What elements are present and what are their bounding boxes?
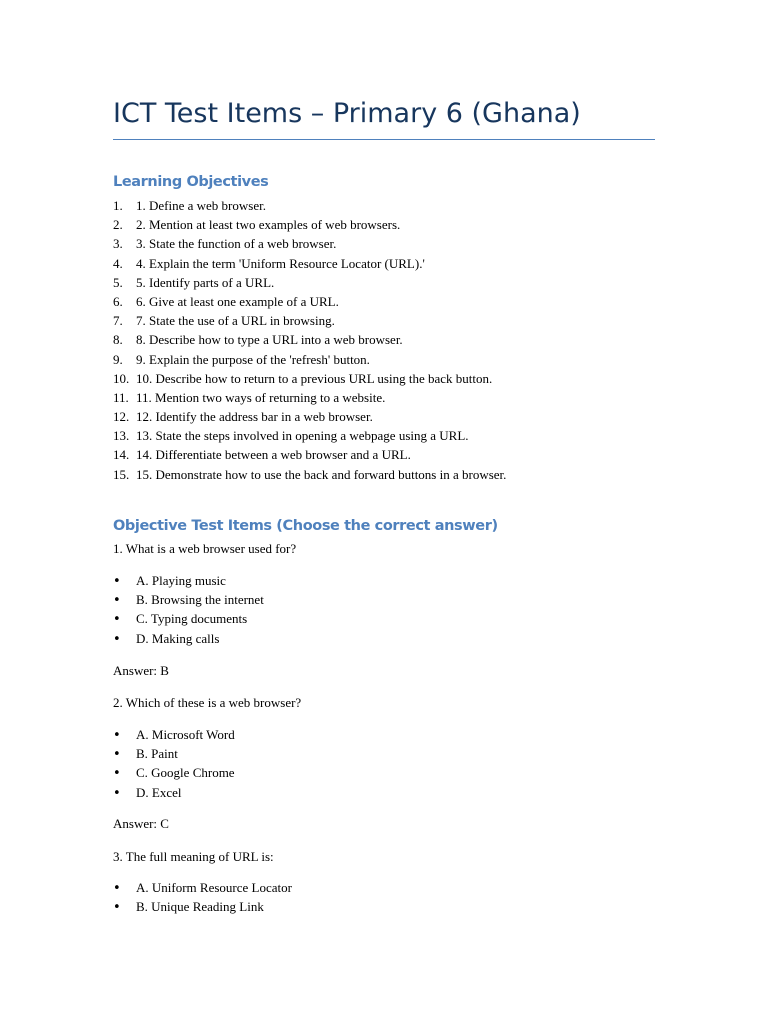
list-item-text: 1. Define a web browser. <box>136 198 266 213</box>
bullet-icon: • <box>113 900 121 916</box>
list-item-text: 12. Identify the address bar in a web browser. <box>136 409 373 425</box>
bullet-icon: • <box>113 785 121 801</box>
bullet-icon: • <box>113 574 121 589</box>
list-item <box>113 445 506 464</box>
list-number: 5. <box>113 274 123 290</box>
bullet-icon: • <box>113 612 121 628</box>
list-item-text: 13. State the steps involved in opening a webpage using a URL. <box>136 428 469 444</box>
list-item-text: 8. Describe how to type a URL into a web browser. <box>136 332 403 348</box>
list-item <box>113 465 506 484</box>
option-text: B. Paint <box>136 746 178 762</box>
option-item <box>113 571 264 590</box>
list-item <box>113 254 506 273</box>
list-number: 8. <box>113 332 123 348</box>
list-number: 12. <box>113 409 130 425</box>
option-text: D. Excel <box>136 784 182 800</box>
list-number: 6. <box>113 293 123 309</box>
list-item-text: 10. Describe how to return to a previous URL using the back button. <box>136 370 493 386</box>
list-item <box>113 215 506 234</box>
list-number: 14. <box>113 447 130 463</box>
list-number: 15. <box>113 466 130 482</box>
option-item <box>113 783 235 802</box>
list-item <box>113 350 506 369</box>
option-text: B. Browsing the internet <box>136 592 264 608</box>
option-item <box>113 763 235 782</box>
list-number: 7. <box>113 313 123 329</box>
bullet-icon: • <box>113 593 121 609</box>
bullet-icon: • <box>113 631 121 647</box>
option-item <box>113 590 264 609</box>
list-item <box>113 196 506 215</box>
objective-test-heading: Objective Test Items (Choose the correct answer) <box>113 518 498 534</box>
question-1-options <box>113 571 264 648</box>
list-item-text: 5. Identify parts of a URL. <box>136 274 275 290</box>
question-1-answer: Answer: B <box>113 663 169 678</box>
question-2-options <box>113 725 235 802</box>
option-text: A. Uniform Resource Locator <box>136 880 292 895</box>
list-item-text: 4. Explain the term 'Uniform Resource Locator (URL).' <box>136 255 425 271</box>
list-number: 9. <box>113 351 123 367</box>
list-item <box>113 426 506 445</box>
question-2-answer: Answer: C <box>113 816 169 831</box>
list-item <box>113 330 506 349</box>
list-number: 11. <box>113 389 129 405</box>
option-item <box>113 744 235 763</box>
list-item <box>113 311 506 330</box>
question-3-text: 3. The full meaning of URL is: <box>113 849 274 864</box>
option-text: A. Playing music <box>136 573 226 588</box>
list-item-text: 3. State the function of a web browser. <box>136 236 337 252</box>
list-item <box>113 292 506 311</box>
option-item <box>113 629 264 648</box>
option-item <box>113 878 292 897</box>
list-number: 2. <box>113 217 123 233</box>
bullet-icon: • <box>113 766 121 782</box>
question-2-text: 2. Which of these is a web browser? <box>113 695 302 710</box>
list-item-text: 2. Mention at least two examples of web browsers. <box>136 217 401 233</box>
list-item-text: 15. Demonstrate how to use the back and forward buttons in a browser. <box>136 466 507 482</box>
list-number: 13. <box>113 428 130 444</box>
question-1-text: 1. What is a web browser used for? <box>113 541 297 556</box>
list-item <box>113 273 506 292</box>
bullet-icon: • <box>113 881 121 896</box>
question-3-options <box>113 878 292 916</box>
option-item <box>113 609 264 628</box>
list-item-text: 9. Explain the purpose of the 'refresh' button. <box>136 351 370 367</box>
list-number: 4. <box>113 255 123 271</box>
option-item <box>113 725 235 744</box>
learning-objectives-list <box>113 196 506 484</box>
title-underline <box>113 139 655 140</box>
option-text: A. Microsoft Word <box>136 727 235 742</box>
option-text: C. Google Chrome <box>136 765 235 781</box>
list-item <box>113 369 506 388</box>
list-item <box>113 234 506 253</box>
list-item-text: 6. Give at least one example of a URL. <box>136 293 339 309</box>
option-text: D. Making calls <box>136 630 220 646</box>
option-item <box>113 897 292 916</box>
bullet-icon: • <box>113 728 121 743</box>
list-item <box>113 388 506 407</box>
document-title: ICT Test Items – Primary 6 (Ghana) <box>113 98 581 129</box>
list-number: 3. <box>113 236 123 252</box>
option-text: B. Unique Reading Link <box>136 899 264 915</box>
learning-objectives-heading: Learning Objectives <box>113 174 269 190</box>
list-number: 1. <box>113 198 123 213</box>
list-item <box>113 407 506 426</box>
bullet-icon: • <box>113 747 121 763</box>
list-item-text: 11. Mention two ways of returning to a website. <box>136 389 386 405</box>
list-number: 10. <box>113 370 130 386</box>
option-text: C. Typing documents <box>136 611 248 627</box>
list-item-text: 7. State the use of a URL in browsing. <box>136 313 335 329</box>
list-item-text: 14. Differentiate between a web browser and a URL. <box>136 447 411 463</box>
